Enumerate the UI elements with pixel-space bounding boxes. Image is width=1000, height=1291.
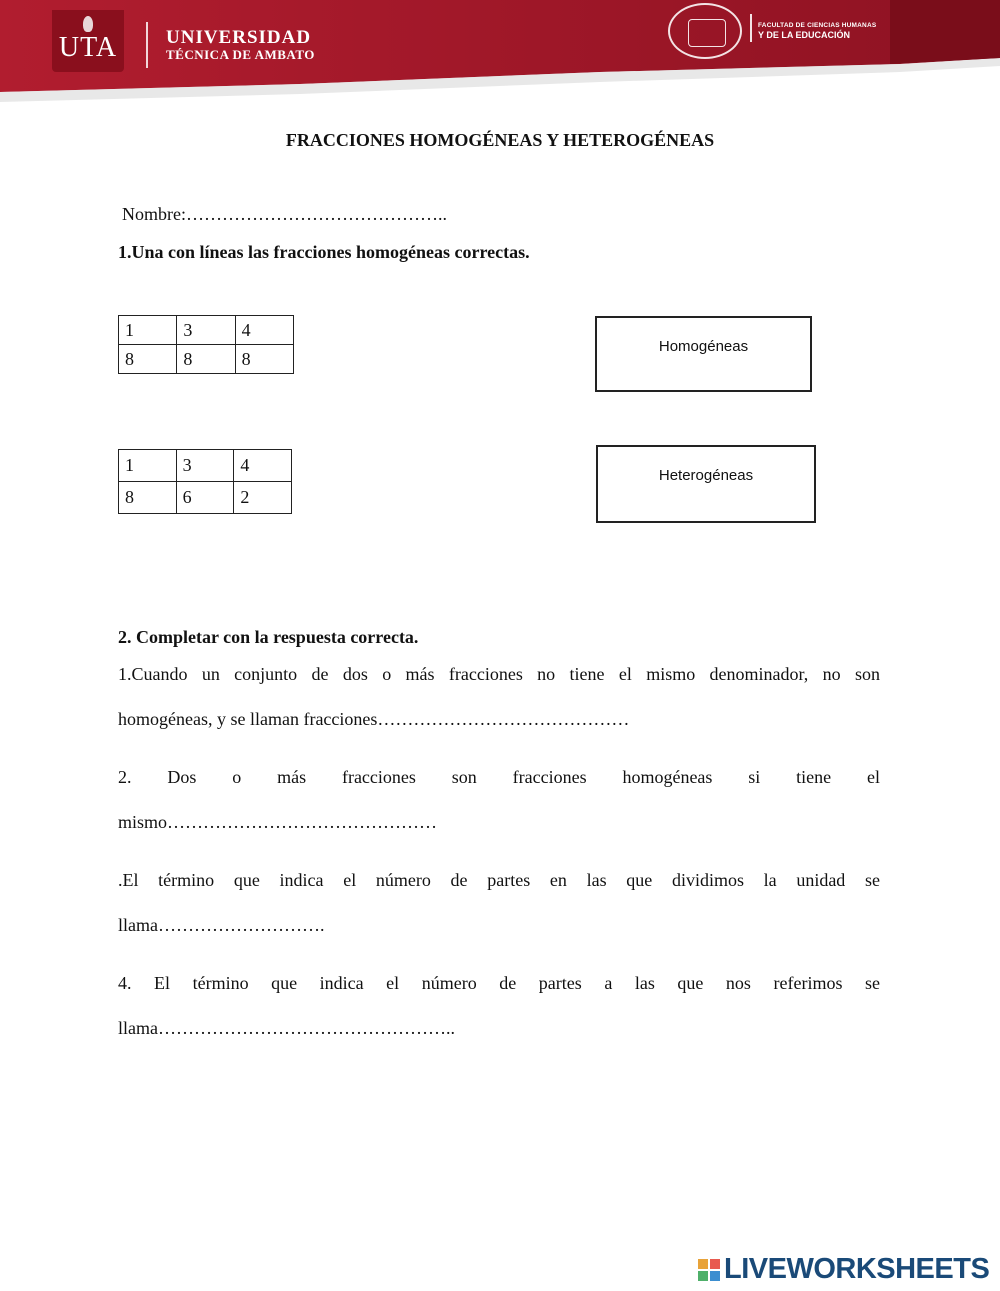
question-2-line1 [118, 755, 880, 800]
question-3-blank[interactable]: llama………………………. [118, 915, 325, 935]
faculty-seal-icon [668, 3, 742, 59]
header-background [0, 0, 1000, 110]
university-name-line1: UNIVERSIDAD [166, 27, 312, 48]
question-4-blank[interactable]: llama………………………………………….. [118, 1018, 455, 1038]
question-2-blank[interactable]: mismo……………………………………… [118, 812, 438, 832]
question-1 [118, 652, 880, 742]
faculty-divider [750, 14, 752, 42]
liveworksheets-wordmark: LIVEWORKSHEETS [724, 1253, 990, 1285]
worksheet-title: FRACCIONES HOMOGÉNEAS Y HETEROGÉNEAS [285, 130, 715, 150]
faculty-name-line1: FACULTAD DE CIENCIAS HUMANAS [758, 22, 877, 29]
homogeneas-label: Homogéneas [658, 338, 749, 355]
numerator-cell: 3 [176, 450, 234, 482]
question-4-line1 [118, 961, 880, 1006]
denominator-cell: 8 [119, 482, 177, 514]
section1-heading: 1.Una con líneas las fracciones homogéneas correctas. [118, 242, 530, 262]
badge-square [698, 1259, 708, 1269]
question-4-text: 4. El término que indica el número de partes a las que nos referimos se [118, 973, 880, 993]
question-2 [118, 755, 880, 845]
faculty-name-line2: Y DE LA EDUCACIÓN [758, 30, 851, 40]
denominator-cell: 8 [119, 345, 177, 374]
denominator-cell: 8 [177, 345, 235, 374]
seal-book-icon [688, 19, 726, 47]
liveworksheets-badge-icon [698, 1259, 720, 1281]
question-1-line1 [118, 652, 880, 697]
badge-square [698, 1271, 708, 1281]
question-3-text: .El término que indica el número de partes en las que dividimos la unidad se [118, 870, 880, 890]
numerator-cell: 4 [234, 450, 292, 482]
badge-square [710, 1259, 720, 1269]
fraction-table-1[interactable] [118, 315, 294, 374]
logo-divider [146, 22, 148, 68]
question-2-text: 2. Dos o más fracciones son fracciones homogéneas si tiene el [118, 767, 880, 787]
heterogeneas-box[interactable] [596, 445, 816, 523]
homogeneas-box[interactable] [595, 316, 812, 392]
question-3-line1 [118, 858, 880, 903]
badge-square [710, 1271, 720, 1281]
numerator-cell: 1 [119, 450, 177, 482]
uta-logo [52, 10, 124, 72]
uta-logo-text: UTA [58, 32, 118, 63]
faculty-name [758, 22, 876, 41]
torch-icon [83, 16, 93, 32]
university-name-line2: TÉCNICA DE AMBATO [166, 47, 315, 62]
heterogeneas-label: Heterogéneas [658, 467, 754, 484]
numerator-cell: 4 [235, 316, 293, 345]
question-1-text: 1.Cuando un conjunto de dos o más fracciones no tiene el mismo denominador, no son [118, 664, 880, 684]
denominator-cell: 2 [234, 482, 292, 514]
university-name [166, 28, 315, 62]
numerator-cell: 3 [177, 316, 235, 345]
denominator-cell: 8 [235, 345, 293, 374]
question-1-blank[interactable]: homogéneas, y se llaman fracciones…………………………………… [118, 709, 630, 729]
numerator-cell: 1 [119, 316, 177, 345]
fraction-table-2[interactable] [118, 449, 292, 514]
section2-heading: 2. Completar con la respuesta correcta. [118, 627, 419, 647]
name-field[interactable]: Nombre:…………………………………….. [122, 204, 447, 224]
denominator-cell: 6 [176, 482, 234, 514]
header-banner [0, 0, 1000, 110]
question-4 [118, 961, 880, 1051]
question-3 [118, 858, 880, 948]
